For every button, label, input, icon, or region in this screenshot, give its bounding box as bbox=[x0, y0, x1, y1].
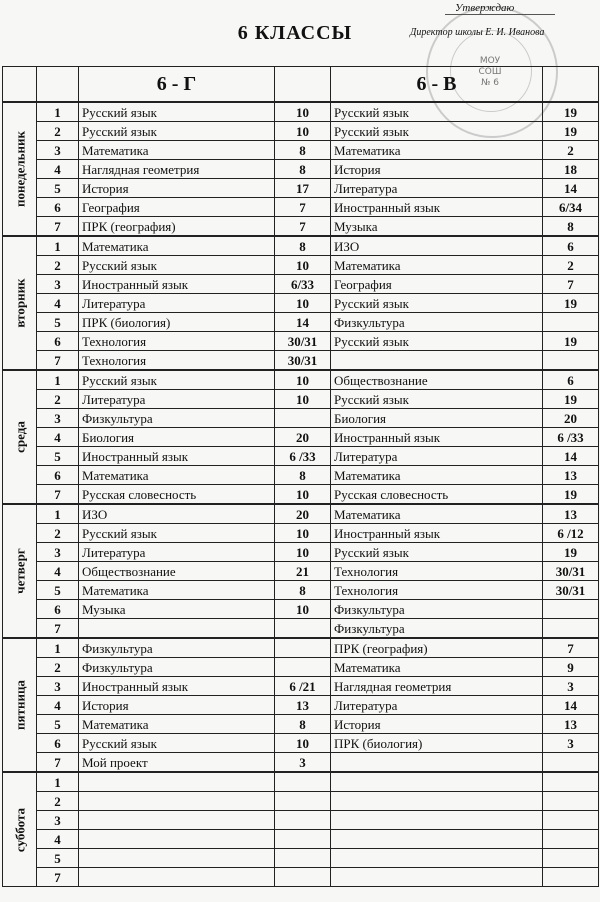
subject-6v bbox=[331, 830, 543, 849]
day-name-cell bbox=[3, 504, 37, 638]
lesson-row bbox=[3, 428, 599, 447]
room-6v: 18 bbox=[543, 160, 599, 179]
room-6g: 20 bbox=[275, 428, 331, 447]
lesson-row bbox=[3, 409, 599, 428]
room-6g: 14 bbox=[275, 313, 331, 332]
lesson-number: 4 bbox=[37, 562, 79, 581]
corner-cell bbox=[3, 67, 37, 103]
signature-line bbox=[445, 14, 555, 15]
lesson-number: 3 bbox=[37, 275, 79, 294]
lesson-number: 3 bbox=[37, 811, 79, 830]
subject-6g bbox=[79, 619, 275, 639]
subject-6g: Литература bbox=[79, 543, 275, 562]
subject-6g bbox=[79, 868, 275, 887]
lesson-row bbox=[3, 390, 599, 409]
room-6v bbox=[543, 619, 599, 639]
lesson-number: 2 bbox=[37, 122, 79, 141]
subject-6g: История bbox=[79, 179, 275, 198]
lesson-number: 1 bbox=[37, 772, 79, 792]
room-6v: 19 bbox=[543, 294, 599, 313]
room-6g: 10 bbox=[275, 524, 331, 543]
room-6v: 2 bbox=[543, 141, 599, 160]
lesson-row bbox=[3, 562, 599, 581]
room-6g bbox=[275, 658, 331, 677]
room-6g: 10 bbox=[275, 102, 331, 122]
corner-cell bbox=[37, 67, 79, 103]
lesson-number: 7 bbox=[37, 868, 79, 887]
subject-6v bbox=[331, 811, 543, 830]
subject-6g: Математика bbox=[79, 581, 275, 600]
room-6v bbox=[543, 772, 599, 792]
subject-6g: Математика bbox=[79, 466, 275, 485]
subject-6g: История bbox=[79, 696, 275, 715]
lesson-row bbox=[3, 811, 599, 830]
room-6v: 14 bbox=[543, 447, 599, 466]
room-6g bbox=[275, 868, 331, 887]
room-6v bbox=[543, 313, 599, 332]
lesson-row bbox=[3, 504, 599, 524]
room-6v: 13 bbox=[543, 715, 599, 734]
room-6v bbox=[543, 830, 599, 849]
lesson-row bbox=[3, 332, 599, 351]
subject-6g bbox=[79, 849, 275, 868]
room-6g: 30/31 bbox=[275, 332, 331, 351]
room-6g: 8 bbox=[275, 160, 331, 179]
subject-6g: Русский язык bbox=[79, 370, 275, 390]
subject-6g bbox=[79, 811, 275, 830]
lesson-number: 6 bbox=[37, 466, 79, 485]
room-6g: 8 bbox=[275, 141, 331, 160]
room-6g: 6 /33 bbox=[275, 447, 331, 466]
subject-6v: Иностранный язык bbox=[331, 428, 543, 447]
lesson-number: 1 bbox=[37, 236, 79, 256]
subject-6g: Русский язык bbox=[79, 102, 275, 122]
lesson-row bbox=[3, 792, 599, 811]
subject-6g: Математика bbox=[79, 715, 275, 734]
subject-6v: Русский язык bbox=[331, 122, 543, 141]
room-6v bbox=[543, 868, 599, 887]
room-6g bbox=[275, 619, 331, 639]
room-6g: 10 bbox=[275, 543, 331, 562]
director-signature: Директор школы Е. И. Иванова bbox=[410, 27, 545, 38]
subject-6g: География bbox=[79, 198, 275, 217]
subject-6v: Литература bbox=[331, 696, 543, 715]
lesson-row bbox=[3, 141, 599, 160]
room-6g: 10 bbox=[275, 370, 331, 390]
room-6g: 6 /21 bbox=[275, 677, 331, 696]
room-6g: 8 bbox=[275, 581, 331, 600]
room-6g: 7 bbox=[275, 198, 331, 217]
lesson-number: 7 bbox=[37, 619, 79, 639]
subject-6v: Математика bbox=[331, 256, 543, 275]
lesson-number: 2 bbox=[37, 256, 79, 275]
room-6g bbox=[275, 830, 331, 849]
room-6v: 3 bbox=[543, 677, 599, 696]
room-6g bbox=[275, 772, 331, 792]
subject-6g: Музыка bbox=[79, 600, 275, 619]
room-6g: 8 bbox=[275, 466, 331, 485]
subject-6v: Математика bbox=[331, 658, 543, 677]
room-6g: 20 bbox=[275, 504, 331, 524]
lesson-row bbox=[3, 524, 599, 543]
subject-6g: Русская словесность bbox=[79, 485, 275, 505]
subject-6g: Технология bbox=[79, 351, 275, 371]
room-header bbox=[275, 67, 331, 103]
room-6v bbox=[543, 753, 599, 773]
lesson-number: 2 bbox=[37, 524, 79, 543]
room-6g: 3 bbox=[275, 753, 331, 773]
room-6v: 6 /12 bbox=[543, 524, 599, 543]
page-title: 6 КЛАССЫ bbox=[237, 22, 353, 44]
class-header-6g: 6 - Г bbox=[79, 67, 275, 103]
subject-6g: Иностранный язык bbox=[79, 677, 275, 696]
subject-6g: Биология bbox=[79, 428, 275, 447]
room-6v: 30/31 bbox=[543, 581, 599, 600]
lesson-number: 5 bbox=[37, 313, 79, 332]
lesson-row bbox=[3, 198, 599, 217]
lesson-number: 4 bbox=[37, 830, 79, 849]
lesson-row bbox=[3, 179, 599, 198]
lesson-number: 4 bbox=[37, 696, 79, 715]
room-header bbox=[543, 67, 599, 103]
subject-6g: Физкультура bbox=[79, 409, 275, 428]
subject-6v bbox=[331, 849, 543, 868]
class-header-6v: 6 - В bbox=[331, 67, 543, 103]
room-6g bbox=[275, 792, 331, 811]
subject-6v bbox=[331, 868, 543, 887]
subject-6v bbox=[331, 753, 543, 773]
lesson-row bbox=[3, 447, 599, 466]
room-6g: 13 bbox=[275, 696, 331, 715]
subject-6v: Русский язык bbox=[331, 294, 543, 313]
lesson-number: 2 bbox=[37, 792, 79, 811]
subject-6g: Иностранный язык bbox=[79, 447, 275, 466]
subject-6g: ПРК (биология) bbox=[79, 313, 275, 332]
lesson-row bbox=[3, 734, 599, 753]
lesson-row bbox=[3, 772, 599, 792]
lesson-number: 6 bbox=[37, 600, 79, 619]
room-6v: 7 bbox=[543, 638, 599, 658]
day-name: вторник bbox=[12, 278, 27, 328]
subject-6g: Наглядная геометрия bbox=[79, 160, 275, 179]
room-6g: 8 bbox=[275, 715, 331, 734]
subject-6v: ИЗО bbox=[331, 236, 543, 256]
lesson-number: 4 bbox=[37, 428, 79, 447]
lesson-number: 3 bbox=[37, 677, 79, 696]
schedule-table bbox=[2, 66, 599, 887]
room-6v bbox=[543, 600, 599, 619]
room-6g: 10 bbox=[275, 256, 331, 275]
lesson-row bbox=[3, 102, 599, 122]
subject-6v: Технология bbox=[331, 581, 543, 600]
room-6g: 10 bbox=[275, 294, 331, 313]
room-6v bbox=[543, 811, 599, 830]
room-6v: 19 bbox=[543, 122, 599, 141]
class-header-row bbox=[3, 67, 599, 103]
lesson-row bbox=[3, 753, 599, 773]
lesson-number: 2 bbox=[37, 658, 79, 677]
room-6v: 6/34 bbox=[543, 198, 599, 217]
room-6v: 14 bbox=[543, 179, 599, 198]
subject-6v: Русский язык bbox=[331, 332, 543, 351]
lesson-row bbox=[3, 256, 599, 275]
lesson-number: 5 bbox=[37, 581, 79, 600]
subject-6v: География bbox=[331, 275, 543, 294]
room-6v: 13 bbox=[543, 504, 599, 524]
room-6v bbox=[543, 849, 599, 868]
subject-6v: Физкультура bbox=[331, 313, 543, 332]
subject-6g bbox=[79, 792, 275, 811]
room-6g: 10 bbox=[275, 734, 331, 753]
lesson-row bbox=[3, 485, 599, 505]
lesson-number: 2 bbox=[37, 390, 79, 409]
lesson-row bbox=[3, 236, 599, 256]
lesson-row bbox=[3, 217, 599, 237]
room-6g: 10 bbox=[275, 600, 331, 619]
subject-6v: Обществознание bbox=[331, 370, 543, 390]
lesson-number: 3 bbox=[37, 409, 79, 428]
subject-6g bbox=[79, 772, 275, 792]
subject-6v: Наглядная геометрия bbox=[331, 677, 543, 696]
subject-6v bbox=[331, 772, 543, 792]
subject-6g: Литература bbox=[79, 390, 275, 409]
room-6v: 6 bbox=[543, 370, 599, 390]
lesson-row bbox=[3, 466, 599, 485]
approval-label: Утверждаю bbox=[455, 2, 515, 14]
subject-6v: Математика bbox=[331, 141, 543, 160]
lesson-row bbox=[3, 370, 599, 390]
subject-6v: Русский язык bbox=[331, 390, 543, 409]
subject-6v: Иностранный язык bbox=[331, 524, 543, 543]
subject-6v: Биология bbox=[331, 409, 543, 428]
day-name-cell bbox=[3, 370, 37, 504]
subject-6v bbox=[331, 792, 543, 811]
lesson-row bbox=[3, 830, 599, 849]
subject-6v bbox=[331, 351, 543, 371]
day-name-cell bbox=[3, 236, 37, 370]
room-6v: 19 bbox=[543, 390, 599, 409]
subject-6v: Физкультура bbox=[331, 619, 543, 639]
subject-6g: Физкультура bbox=[79, 638, 275, 658]
lesson-number: 6 bbox=[37, 198, 79, 217]
subject-6g: Русский язык bbox=[79, 122, 275, 141]
lesson-row bbox=[3, 658, 599, 677]
room-6g bbox=[275, 409, 331, 428]
lesson-number: 3 bbox=[37, 141, 79, 160]
subject-6v: Технология bbox=[331, 562, 543, 581]
subject-6v: ПРК (биология) bbox=[331, 734, 543, 753]
room-6v bbox=[543, 792, 599, 811]
subject-6v: Литература bbox=[331, 179, 543, 198]
lesson-number: 6 bbox=[37, 332, 79, 351]
subject-6g: ПРК (география) bbox=[79, 217, 275, 237]
lesson-number: 4 bbox=[37, 160, 79, 179]
subject-6v: ПРК (география) bbox=[331, 638, 543, 658]
room-6g bbox=[275, 638, 331, 658]
subject-6v: Физкультура bbox=[331, 600, 543, 619]
lesson-number: 3 bbox=[37, 543, 79, 562]
lesson-number: 1 bbox=[37, 370, 79, 390]
room-6v: 30/31 bbox=[543, 562, 599, 581]
lesson-row bbox=[3, 122, 599, 141]
day-name: среда bbox=[12, 421, 27, 453]
subject-6g: ИЗО bbox=[79, 504, 275, 524]
room-6g: 10 bbox=[275, 122, 331, 141]
room-6v: 19 bbox=[543, 485, 599, 505]
subject-6g: Литература bbox=[79, 294, 275, 313]
subject-6v: Русский язык bbox=[331, 543, 543, 562]
subject-6v: Русский язык bbox=[331, 102, 543, 122]
lesson-row bbox=[3, 160, 599, 179]
room-6v: 6 /33 bbox=[543, 428, 599, 447]
lesson-number: 5 bbox=[37, 715, 79, 734]
lesson-row bbox=[3, 868, 599, 887]
lesson-row bbox=[3, 715, 599, 734]
room-6v: 13 bbox=[543, 466, 599, 485]
subject-6g: Обществознание bbox=[79, 562, 275, 581]
room-6v: 9 bbox=[543, 658, 599, 677]
subject-6v: Иностранный язык bbox=[331, 198, 543, 217]
lesson-row bbox=[3, 600, 599, 619]
lesson-row bbox=[3, 275, 599, 294]
subject-6v: История bbox=[331, 715, 543, 734]
room-6v: 20 bbox=[543, 409, 599, 428]
lesson-number: 7 bbox=[37, 753, 79, 773]
subject-6g: Математика bbox=[79, 236, 275, 256]
day-name-cell bbox=[3, 772, 37, 887]
lesson-row bbox=[3, 313, 599, 332]
lesson-number: 7 bbox=[37, 485, 79, 505]
lesson-number: 1 bbox=[37, 638, 79, 658]
room-6v: 8 bbox=[543, 217, 599, 237]
lesson-row bbox=[3, 696, 599, 715]
lesson-number: 5 bbox=[37, 447, 79, 466]
subject-6g: Математика bbox=[79, 141, 275, 160]
lesson-row bbox=[3, 543, 599, 562]
lesson-row bbox=[3, 581, 599, 600]
day-name-cell bbox=[3, 638, 37, 772]
lesson-number: 4 bbox=[37, 294, 79, 313]
lesson-row bbox=[3, 351, 599, 371]
room-6g: 6/33 bbox=[275, 275, 331, 294]
room-6v: 19 bbox=[543, 543, 599, 562]
day-name-cell bbox=[3, 102, 37, 236]
room-6g bbox=[275, 849, 331, 868]
room-6g: 10 bbox=[275, 485, 331, 505]
subject-6v: Русская словесность bbox=[331, 485, 543, 505]
lesson-row bbox=[3, 294, 599, 313]
lesson-number: 5 bbox=[37, 849, 79, 868]
room-6v: 19 bbox=[543, 332, 599, 351]
room-6v: 14 bbox=[543, 696, 599, 715]
subject-6g: Физкультура bbox=[79, 658, 275, 677]
room-6g: 7 bbox=[275, 217, 331, 237]
subject-6g: Русский язык bbox=[79, 524, 275, 543]
subject-6v: История bbox=[331, 160, 543, 179]
day-name: пятница bbox=[12, 680, 27, 730]
subject-6g: Русский язык bbox=[79, 734, 275, 753]
day-name: понедельник bbox=[12, 130, 27, 208]
subject-6g: Русский язык bbox=[79, 256, 275, 275]
lesson-number: 1 bbox=[37, 102, 79, 122]
subject-6g: Мой проект bbox=[79, 753, 275, 773]
room-6g: 8 bbox=[275, 236, 331, 256]
lesson-number: 5 bbox=[37, 179, 79, 198]
lesson-number: 7 bbox=[37, 351, 79, 371]
subject-6g: Иностранный язык bbox=[79, 275, 275, 294]
subject-6g: Технология bbox=[79, 332, 275, 351]
lesson-number: 6 bbox=[37, 734, 79, 753]
subject-6v: Математика bbox=[331, 466, 543, 485]
day-name: суббота bbox=[12, 807, 27, 852]
lesson-number: 7 bbox=[37, 217, 79, 237]
room-6g: 17 bbox=[275, 179, 331, 198]
subject-6v: Литература bbox=[331, 447, 543, 466]
room-6v bbox=[543, 351, 599, 371]
room-6v: 3 bbox=[543, 734, 599, 753]
lesson-row bbox=[3, 677, 599, 696]
room-6v: 6 bbox=[543, 236, 599, 256]
day-name: четверг bbox=[12, 548, 27, 594]
subject-6v: Музыка bbox=[331, 217, 543, 237]
room-6g: 30/31 bbox=[275, 351, 331, 371]
subject-6v: Математика bbox=[331, 504, 543, 524]
lesson-number: 1 bbox=[37, 504, 79, 524]
lesson-row bbox=[3, 638, 599, 658]
room-6v: 7 bbox=[543, 275, 599, 294]
room-6g: 21 bbox=[275, 562, 331, 581]
room-6g bbox=[275, 811, 331, 830]
room-6v: 19 bbox=[543, 102, 599, 122]
lesson-row bbox=[3, 849, 599, 868]
lesson-row bbox=[3, 619, 599, 639]
subject-6g bbox=[79, 830, 275, 849]
stamp-text: МОУ СОШ № 6 bbox=[478, 56, 502, 88]
room-6g: 10 bbox=[275, 390, 331, 409]
room-6v: 2 bbox=[543, 256, 599, 275]
